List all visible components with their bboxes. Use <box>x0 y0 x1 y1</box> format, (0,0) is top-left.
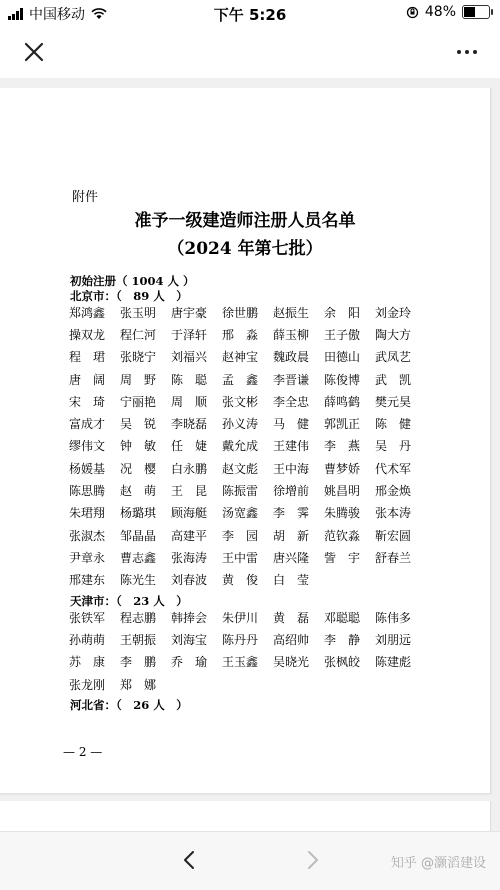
registrant-name: 李 园 <box>222 528 259 543</box>
document-subtitle: （2024 年第七批） <box>167 239 323 259</box>
bottom-toolbar <box>0 831 500 890</box>
section-heading-tianjin: 天津市：（ 23 人 ） <box>70 594 188 608</box>
registrant-name: 武凤艺 <box>375 350 412 365</box>
document-title: 准予一级建造师注册人员名单 <box>134 211 356 231</box>
registrant-name: 魏政晨 <box>273 350 310 365</box>
more-dot <box>473 50 477 54</box>
registrant-name: 陈建彪 <box>375 655 412 670</box>
registrant-name: 赵振生 <box>273 305 310 320</box>
name-list-beijing <box>69 301 429 591</box>
status-bar <box>0 0 500 26</box>
registrant-name: 张枫皎 <box>324 655 361 670</box>
registrant-name: 杨媛基 <box>69 461 106 476</box>
registrant-name: 操双龙 <box>69 327 106 342</box>
registrant-name: 程仁河 <box>120 327 157 342</box>
name-row <box>69 606 429 628</box>
registrant-name: 张铁军 <box>69 610 106 625</box>
registrant-name: 韩捧会 <box>171 610 208 625</box>
attachment-label: 附件 <box>72 190 99 205</box>
name-row <box>69 301 429 323</box>
registrant-name: 王中雷 <box>222 550 259 565</box>
registrant-name: 周 顺 <box>171 394 208 409</box>
registrant-name: 程志鹏 <box>120 610 157 625</box>
battery-icon <box>462 5 490 19</box>
registrant-name: 任 婕 <box>171 439 208 454</box>
registrant-name: 张龙刚 <box>69 677 106 692</box>
registrant-name: 李 燕 <box>324 439 361 454</box>
registrant-name: 张玉明 <box>120 305 157 320</box>
name-list-tianjin <box>69 606 429 695</box>
registrant-name: 邢 淼 <box>222 327 259 342</box>
registrant-name: 汤宽鑫 <box>222 506 259 521</box>
registrant-name: 陶大方 <box>375 327 412 342</box>
registrant-name: 尹章永 <box>69 550 106 565</box>
registrant-name: 范钦淼 <box>324 528 361 543</box>
registrant-name: 薛玉柳 <box>273 327 310 342</box>
registrant-name: 乔 瑜 <box>171 655 208 670</box>
registrant-name: 徐世鹏 <box>222 305 259 320</box>
name-row <box>69 673 429 695</box>
registrant-name: 王玉鑫 <box>222 655 259 670</box>
registrant-name: 邢建东 <box>69 573 106 588</box>
name-row <box>69 524 429 546</box>
registrant-name: 陈伟多 <box>375 610 412 625</box>
registrant-name: 靳宏圆 <box>375 528 412 543</box>
registrant-name: 富成才 <box>69 417 106 432</box>
more-dot <box>465 50 469 54</box>
name-row <box>69 435 429 457</box>
registrant-name: 郭凯正 <box>324 417 361 432</box>
registrant-name: 唐 阔 <box>69 372 106 387</box>
more-dot <box>457 50 461 54</box>
registrant-name: 朱伊川 <box>222 610 259 625</box>
registrant-name: 张海涛 <box>171 550 208 565</box>
registrant-name: 陈 聪 <box>171 372 208 387</box>
name-row <box>69 628 429 650</box>
registrant-name: 张文彬 <box>222 394 259 409</box>
registrant-name: 徐增前 <box>273 484 310 499</box>
name-row <box>69 457 429 479</box>
name-row <box>69 569 429 591</box>
registrant-name: 苏 康 <box>69 655 106 670</box>
registrant-name: 邹晶晶 <box>120 528 157 543</box>
registrant-name: 黄 磊 <box>273 610 310 625</box>
page-number: — 2 — <box>63 745 103 759</box>
registrant-name: 王 昆 <box>171 484 208 499</box>
registrant-name: 王子傲 <box>324 327 361 342</box>
next-document-page <box>0 801 491 831</box>
registrant-name: 王朝振 <box>120 632 157 647</box>
registrant-name: 程 珺 <box>69 350 106 365</box>
registrant-name: 邢金焕 <box>375 484 412 499</box>
registrant-name: 陈思腾 <box>69 484 106 499</box>
name-row <box>69 502 429 524</box>
registrant-name: 王中海 <box>273 461 310 476</box>
forward-button[interactable] <box>300 848 324 872</box>
registrant-name: 孟 鑫 <box>222 372 259 387</box>
registrant-name: 李 霁 <box>273 506 310 521</box>
registrant-name: 马 健 <box>273 417 310 432</box>
registrant-name: 吴 锐 <box>120 417 157 432</box>
registrant-name: 赵 萌 <box>120 484 157 499</box>
watermark: 知乎 @灏滔建设 <box>390 856 486 871</box>
registrant-name: 薛鸣鹤 <box>324 394 361 409</box>
registrant-name: 黄 俊 <box>222 573 259 588</box>
registrant-name: 白永鹏 <box>171 461 208 476</box>
registrant-name: 顾海艇 <box>171 506 208 521</box>
registrant-name: 樊元昊 <box>375 394 412 409</box>
carrier-name: 中国移动 <box>29 7 85 23</box>
registrant-name: 李 鹏 <box>120 655 157 670</box>
registrant-name: 邓聪聪 <box>324 610 361 625</box>
registrant-name: 赵文彪 <box>222 461 259 476</box>
more-options-button[interactable] <box>452 38 482 66</box>
registrant-name: 高建平 <box>171 528 208 543</box>
registrant-name: 张晓宁 <box>120 350 157 365</box>
registrant-name: 陈 健 <box>375 417 412 432</box>
registrant-name: 代术军 <box>375 461 412 476</box>
registrant-name: 陈光生 <box>120 573 157 588</box>
registrant-name: 曹梦娇 <box>324 461 361 476</box>
clock: 下午 5:26 <box>213 6 287 24</box>
battery-percent: 48% <box>424 4 456 20</box>
registrant-name: 郑 娜 <box>120 677 157 692</box>
registrant-name: 李 静 <box>324 632 361 647</box>
registrant-name: 田德山 <box>324 350 361 365</box>
registrant-name: 刘朋远 <box>375 632 412 647</box>
name-row <box>69 412 429 434</box>
close-button[interactable] <box>20 38 48 66</box>
registrant-name: 张淑杰 <box>69 528 106 543</box>
nav-bar <box>0 26 500 78</box>
registrant-name: 杨璐琪 <box>120 506 157 521</box>
registrant-name: 胡 新 <box>273 528 310 543</box>
registrant-name: 朱珺翔 <box>69 506 106 521</box>
name-row <box>69 546 429 568</box>
name-row <box>69 651 429 673</box>
back-button[interactable] <box>178 848 202 872</box>
registrant-name: 李全忠 <box>273 394 310 409</box>
status-bar-right <box>406 4 490 20</box>
registrant-name: 舒春兰 <box>375 550 412 565</box>
registrant-name: 白 莹 <box>273 573 310 588</box>
registrant-name: 訾 宇 <box>324 550 361 565</box>
registrant-name: 朱腾骏 <box>324 506 361 521</box>
registrant-name: 姚昌明 <box>324 484 361 499</box>
initial-registration-heading: 初始注册（ 1004 人 ） <box>70 274 195 288</box>
registrant-name: 况 樱 <box>120 461 157 476</box>
document-page <box>0 88 491 793</box>
registrant-name: 陈俊博 <box>324 372 361 387</box>
registrant-name: 陈丹丹 <box>222 632 259 647</box>
registrant-name: 宁丽艳 <box>120 394 157 409</box>
name-row <box>69 390 429 412</box>
name-row <box>69 368 429 390</box>
chevron-left-icon <box>178 848 202 872</box>
registrant-name: 刘福兴 <box>171 350 208 365</box>
registrant-name: 高绍帅 <box>273 632 310 647</box>
name-row <box>69 346 429 368</box>
registrant-name: 于泽轩 <box>171 327 208 342</box>
registrant-name: 吴 丹 <box>375 439 412 454</box>
orientation-lock-icon <box>406 6 419 19</box>
registrant-name: 孙萌萌 <box>69 632 106 647</box>
registrant-name: 戴允成 <box>222 439 259 454</box>
registrant-name: 吴晓光 <box>273 655 310 670</box>
registrant-name: 缪伟文 <box>69 439 106 454</box>
registrant-name: 张本涛 <box>375 506 412 521</box>
registrant-name: 刘金玲 <box>375 305 412 320</box>
registrant-name: 李晓磊 <box>171 417 208 432</box>
registrant-name: 曹志鑫 <box>120 550 157 565</box>
document-viewer[interactable] <box>0 78 500 831</box>
registrant-name: 赵神宝 <box>222 350 259 365</box>
registrant-name: 孙义涛 <box>222 417 259 432</box>
registrant-name: 陈振雷 <box>222 484 259 499</box>
close-icon <box>20 38 48 66</box>
name-row <box>69 323 429 345</box>
name-row <box>69 479 429 501</box>
registrant-name: 刘春波 <box>171 573 208 588</box>
section-heading-beijing: 北京市：（ 89 人 ） <box>70 289 188 303</box>
registrant-name: 刘海宝 <box>171 632 208 647</box>
registrant-name: 李晋谦 <box>273 372 310 387</box>
registrant-name: 钟 敏 <box>120 439 157 454</box>
registrant-name: 周 野 <box>120 372 157 387</box>
section-heading-hebei: 河北省：（ 26 人 ） <box>70 698 188 712</box>
registrant-name: 唐宇豪 <box>171 305 208 320</box>
registrant-name: 郑鸿鑫 <box>69 305 106 320</box>
registrant-name: 宋 琦 <box>69 394 106 409</box>
chevron-right-icon <box>300 848 324 872</box>
registrant-name: 余 阳 <box>324 305 361 320</box>
registrant-name: 唐兴隆 <box>273 550 310 565</box>
registrant-name: 武 凯 <box>375 372 412 387</box>
registrant-name: 王建伟 <box>273 439 310 454</box>
battery-fill <box>464 7 475 17</box>
